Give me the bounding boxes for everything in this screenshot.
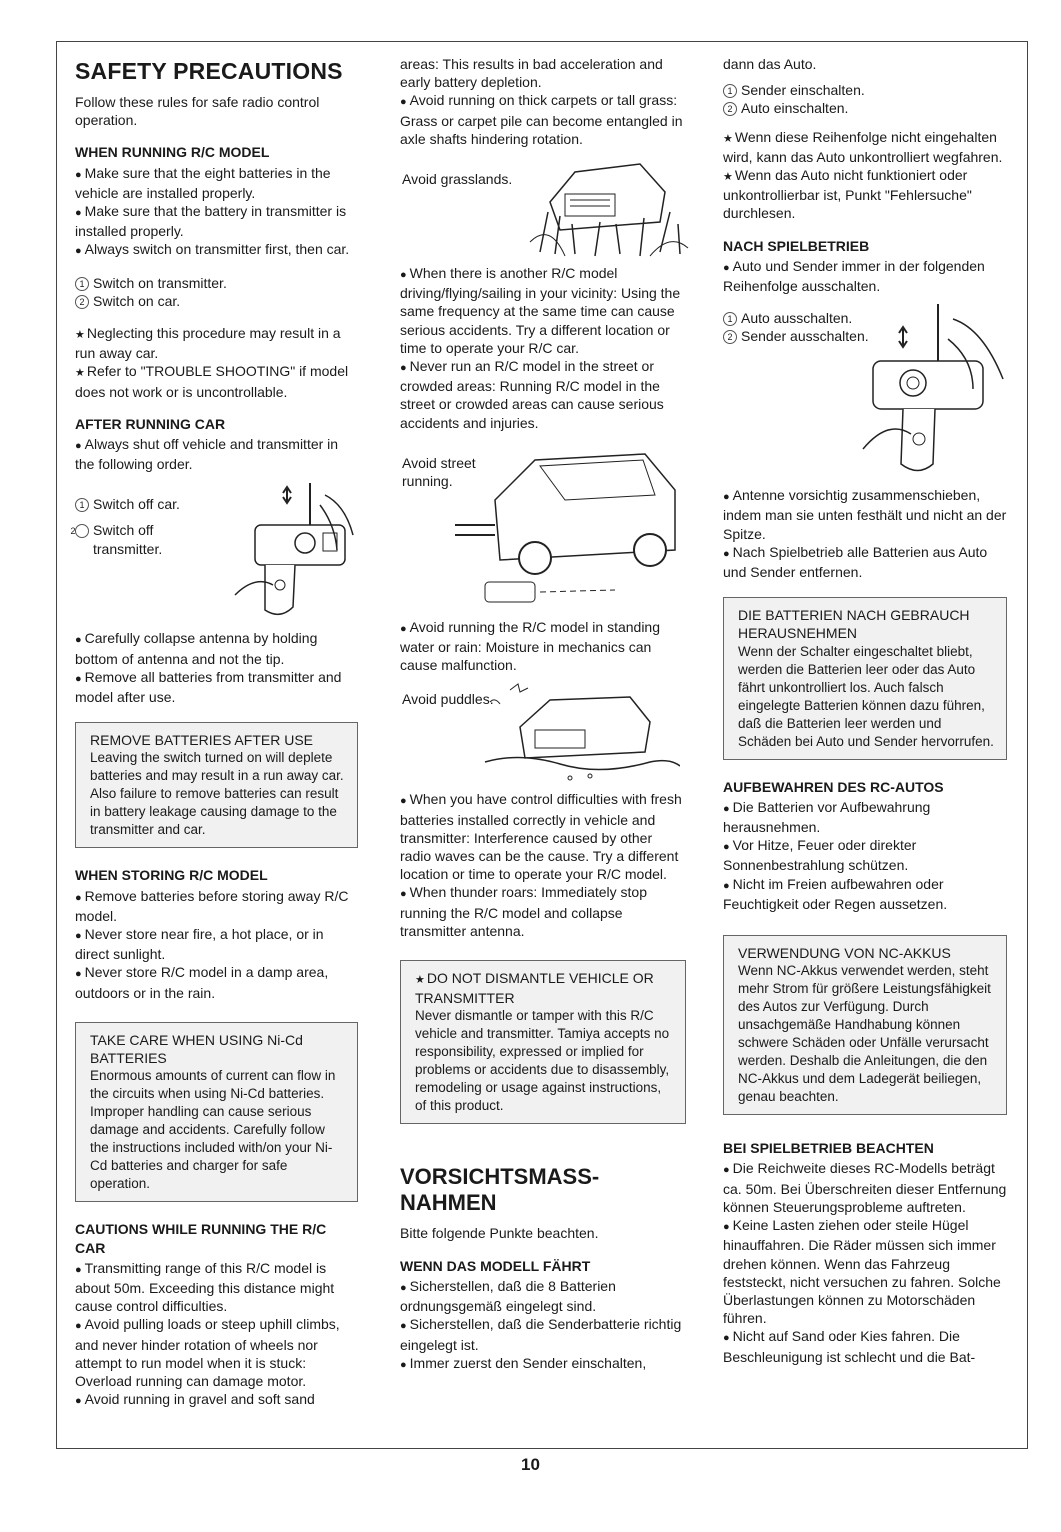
bullet-item: ● Make sure that the battery in transmitter is installed properly. — [75, 202, 358, 240]
bullet-item: ● Sicherstellen, daß die 8 Batterien ordnungsgemäß eingelegt sind. — [400, 1277, 686, 1315]
box-title: ★ DO NOT DISMANTLE VEHICLE OR TRANSMITTER — [415, 969, 675, 1007]
section-heading: WHEN RUNNING R/C MODEL — [75, 144, 270, 161]
step-item: 2 Switch on car. — [75, 292, 358, 310]
circled-number-1: 1 — [723, 84, 737, 98]
safety-precautions-title: SAFETY PRECAUTIONS — [75, 58, 343, 84]
caption: Avoid puddles. — [402, 691, 494, 708]
bullet-item: ● When thunder roars: Immediately stop running the R/C model and collapse transmitter antenna. — [400, 883, 686, 940]
section-heading: WHEN STORING R/C MODEL — [75, 867, 268, 884]
box-title: DIE BATTERIEN NACH GEBRAUCH HERAUSNEHMEN — [738, 607, 970, 642]
circled-number-2: 2 — [723, 330, 737, 344]
circled-number-2: 2 — [75, 524, 89, 538]
bullet-item: ● Never store R/C model in a damp area, outdoors or in the rain. — [75, 963, 358, 1001]
truck-in-grass-icon — [520, 152, 690, 257]
transmitter-switch-off-illustration — [70, 481, 358, 621]
batterien-herausnehmen-box — [723, 597, 1007, 759]
section-heading: NACH SPIELBETRIEB — [723, 237, 870, 254]
nc-akkus-box — [723, 935, 1007, 1115]
bullet-item: ● When you have control difficulties with fresh batteries installed correctly in vehicle and transmitter: Interference caused by other radio waves can be the cause. Try a different location or time to operate your R/C model. — [400, 790, 686, 883]
box-body: Wenn NC-Akkus verwendet werden, steht mehr Strom für größere Leistungsfähigkeit des Autos zur Verfügung. Durch unsachgemäße Handhabung können schwere Schäden oder Unfälle verursacht werden. Deshalb die Anleitungen, die den NC-Akkus und dem Ladegerät beiliegen, genau beachten. — [738, 963, 991, 1105]
note-item: ★ Neglecting this procedure may result in a run away car. — [75, 324, 358, 362]
bullet-item: ● Avoid running on thick carpets or tall grass: Grass or carpet pile can become entangled in axle shafts hindering rotation. — [400, 91, 686, 148]
box-title: REMOVE BATTERIES AFTER USE — [90, 732, 314, 749]
section-heading: BEI SPIELBETRIEB BEACHTEN — [723, 1140, 934, 1157]
step-item: 1 Sender einschalten. — [723, 81, 1007, 99]
circled-number-1: 1 — [75, 498, 89, 512]
intro-text: Bitte folgende Punkte beachten. — [400, 1225, 599, 1242]
step-item: 2 Switch off transmitter. — [70, 522, 163, 557]
nicd-batteries-box — [75, 1022, 358, 1202]
note-item: ★ Refer to "TROUBLE SHOOTING" if model does not work or is uncontrollable. — [75, 362, 358, 400]
german-safety-title: VORSICHTSMASS-NAHMEN — [400, 1164, 600, 1216]
do-not-dismantle-box — [400, 960, 686, 1124]
bullet-item: ● Remove batteries before storing away R/C model. — [75, 887, 358, 925]
box-body: Never dismantle or tamper with this R/C vehicle and transmitter. Tamiya accepts no responsibility, expressed or implied for problems or accidents due to disassembly, remodeling or usage against instructions, of this product. — [415, 1008, 670, 1114]
bullet-item: ● Carefully collapse antenna by holding bottom of antenna and not the tip. — [75, 629, 358, 667]
car-on-street-icon — [455, 440, 685, 610]
puddle-illustration — [400, 682, 686, 782]
step-item: 2 Auto einschalten. — [723, 99, 1007, 117]
section-heading: AUFBEWAHREN DES RC-AUTOS — [723, 778, 944, 795]
continued-text: dann das Auto. — [723, 56, 817, 72]
note-item: ★ Wenn das Auto nicht funktioniert oder unkontrollierbar ist, Punkt "Fehlersuche" durchlesen. — [723, 166, 1007, 223]
transmitter-switch-off-illustration-de — [723, 303, 1007, 478]
bullet-item: ● Never store near fire, a hot place, or in direct sunlight. — [75, 925, 358, 963]
bullet-item: ● Vor Hitze, Feuer oder direkter Sonnenbestrahlung schützen. — [723, 836, 1007, 874]
continued-text: areas: This results in bad acceleration and early battery depletion. — [400, 56, 663, 91]
box-title: TAKE CARE WHEN USING Ni-Cd BATTERIES — [90, 1031, 303, 1067]
transmitter-hand-icon — [225, 475, 360, 625]
box-body: Enormous amounts of current can flow in the circuits when using Ni-Cd batteries. Improper handling can cause serious damage and accidents. Carefully follow the instructions included with/on your Ni-Cd batteries and charger for safe operation. — [90, 1068, 336, 1192]
bullet-item: ● Remove all batteries from transmitter and model after use. — [75, 668, 358, 706]
circled-number-1: 1 — [723, 312, 737, 326]
page-number: 10 — [521, 1455, 540, 1474]
bullet-item: ● Make sure that the eight batteries in the vehicle are installed properly. — [75, 164, 358, 202]
street-illustration — [400, 440, 686, 610]
column-german-3 — [723, 55, 1007, 1366]
box-title: VERWENDUNG VON NC-AKKUS — [738, 945, 951, 962]
column-english-german-2 — [400, 55, 686, 1374]
bullet-item: ● Die Batterien vor Aufbewahrung herausnehmen. — [723, 798, 1007, 836]
box-body: Wenn der Schalter eingeschaltet bliebt, werden die Batterien leer oder das Auto fährt unkontrolliert los. Auch falsch eingelegte Batterien können dazu führen, daß die Batterien leer werden und Schäden bei Auto und Sender hervorrufen. — [738, 643, 994, 749]
caption: Avoid grasslands. — [402, 171, 513, 188]
bullet-item: ● Avoid running the R/C model in standing water or rain: Moisture in mechanics can cause malfunction. — [400, 618, 686, 675]
bullet-item: ● When there is another R/C model driving/flying/sailing in your vicinity: Using the same frequency at the same time can cause serious accidents. Try a different location or time to operate your R/C car. — [400, 264, 686, 357]
section-heading: WENN DAS MODELL FÄHRT — [400, 1257, 591, 1274]
section-heading: AFTER RUNNING CAR — [75, 415, 226, 432]
truck-in-puddle-icon — [480, 682, 680, 782]
bullet-item: ● Avoid pulling loads or steep uphill climbs, and never hinder rotation of wheels nor attempt to run model when it is stuck: Overload running can damage motor. — [75, 1315, 358, 1390]
step-item: 1 Switch on transmitter. — [75, 274, 358, 292]
bullet-item: ● Auto und Sender immer in der folgenden Reihenfolge ausschalten. — [723, 257, 1007, 295]
bullet-item: ● Always shut off vehicle and transmitter in the following order. — [75, 435, 358, 473]
circled-number-2: 2 — [75, 295, 89, 309]
bullet-item: ● Nach Spielbetrieb alle Batterien aus Auto und Sender entfernen. — [723, 543, 1007, 581]
column-english-1 — [70, 55, 358, 1410]
bullet-item: ● Avoid running in gravel and soft sand — [75, 1390, 358, 1410]
bullet-item: ● Antenne vorsichtig zusammenschieben, indem man sie unten festhält und nicht an der Spitze. — [723, 486, 1007, 543]
caption: Avoid street running. — [402, 454, 476, 489]
box-body: Leaving the switch turned on will deplete batteries and may result in a run away car. Also failure to remove batteries can result in battery leakage causing damage to the transmitter and car. — [90, 750, 344, 838]
step-item: 1 Auto ausschalten. — [723, 309, 852, 327]
bullet-item: ● Always switch on transmitter first, then car. — [75, 240, 358, 260]
circled-number-1: 1 — [75, 277, 89, 291]
note-item: ★ Wenn diese Reihenfolge nicht eingehalten wird, kann das Auto unkontrolliert wegfahren. — [723, 128, 1007, 166]
bullet-item: ● Nicht auf Sand oder Kies fahren. Die Beschleunigung ist schlecht und die Bat- — [723, 1327, 1007, 1365]
intro-text: Follow these rules for safe radio control operation. — [75, 94, 320, 129]
bullet-item: ● Transmitting range of this R/C model is about 50m. Exceeding this distance might cause control difficulties. — [75, 1259, 358, 1316]
step-item: 2 Sender ausschalten. — [723, 327, 869, 345]
circled-number-2: 2 — [723, 102, 737, 116]
remove-batteries-box — [75, 722, 358, 848]
bullet-item: ● Never run an R/C model in the street or crowded areas: Running R/C model in the street or crowded areas can cause serious accidents and injuries. — [400, 357, 686, 432]
bullet-item: ● Immer zuerst den Sender einschalten, — [400, 1354, 686, 1374]
step-item: 1 Switch off car. — [75, 495, 205, 513]
transmitter-hand-icon — [833, 299, 1008, 479]
bullet-item: ● Sicherstellen, daß die Senderbatterie richtig eingelegt ist. — [400, 1315, 686, 1353]
bullet-item: ● Nicht im Freien aufbewahren oder Feuchtigkeit oder Regen aussetzen. — [723, 875, 1007, 913]
bullet-item: ● Keine Lasten ziehen oder steile Hügel hinauffahren. Die Räder müssen sich immer drehen können. Wenn das Fahrzeug feststeckt, nicht versuchen zu fahren. Solche Überlastungen können zu Motorschäden führen. — [723, 1216, 1007, 1327]
grassland-illustration — [400, 156, 686, 256]
section-heading: CAUTIONS WHILE RUNNING THE R/C CAR — [75, 1221, 327, 1256]
bullet-item: ● Die Reichweite dieses RC-Modells beträgt ca. 50m. Bei Überschreiten dieser Entfernung können Steuerungsprobleme auftreten. — [723, 1159, 1007, 1216]
